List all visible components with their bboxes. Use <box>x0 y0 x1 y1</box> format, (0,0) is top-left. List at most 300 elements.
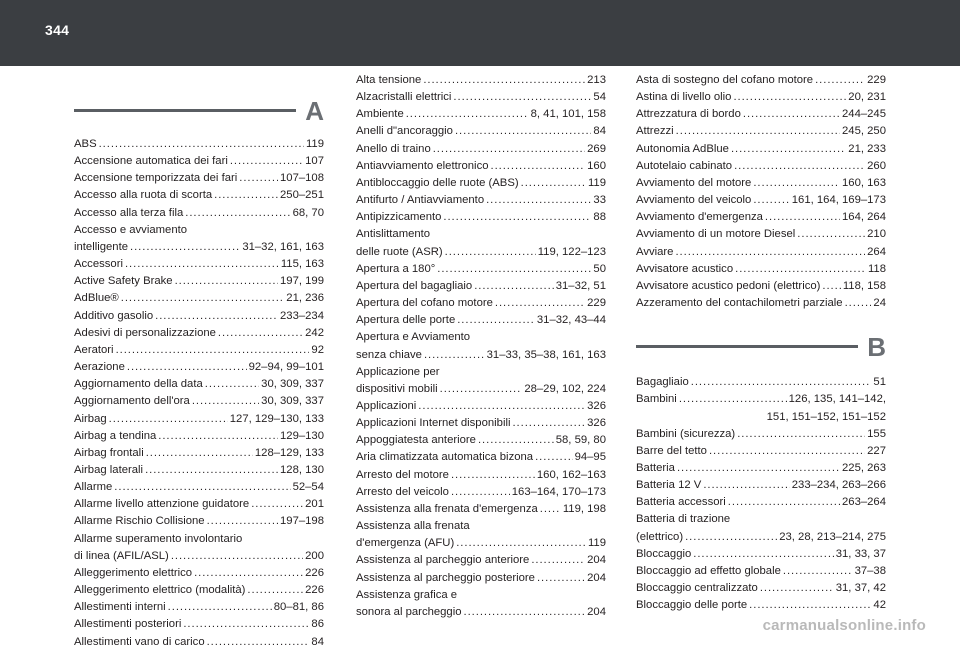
index-term: Adesivi di personalizzazione <box>74 326 216 339</box>
dot-leader <box>168 599 272 616</box>
index-term: senza chiave <box>356 348 422 361</box>
page-reference: 151, 151–152, 151–152 <box>766 410 886 423</box>
dot-leader <box>765 209 840 226</box>
page-reference: 52–54 <box>292 481 324 494</box>
section-b <box>636 332 886 614</box>
dot-leader <box>158 428 278 445</box>
index-entry <box>356 398 606 415</box>
index-term: Batteria accessori <box>636 496 726 509</box>
index-term: Avviare <box>636 245 674 258</box>
page-reference: 229 <box>867 74 886 86</box>
index-entry <box>636 580 886 597</box>
page-reference: 227 <box>867 444 886 457</box>
dot-leader <box>733 89 846 106</box>
page-reference: 233–234 <box>280 309 324 322</box>
page-reference: 31–33, 35–38, 161, 163 <box>486 348 606 361</box>
index-entry <box>356 415 606 432</box>
dot-leader <box>685 529 777 546</box>
index-term: Batteria <box>636 461 675 474</box>
page-reference: 92 <box>311 343 324 356</box>
index-term: Arresto del motore <box>356 468 449 481</box>
page-reference: 86 <box>311 618 324 631</box>
dot-leader <box>175 273 278 290</box>
index-term: Aria climatizzata automatica bizona <box>356 451 534 464</box>
index-entry <box>636 295 886 312</box>
watermark-text: carmanualsonline.info <box>762 617 926 634</box>
index-entry <box>636 443 886 460</box>
index-term: di linea (AFIL/ASL) <box>74 549 169 562</box>
dot-leader <box>822 278 840 295</box>
dot-leader <box>116 342 310 359</box>
page-reference: 245, 250 <box>842 125 886 138</box>
page-reference: 33 <box>593 194 606 207</box>
index-entry <box>74 239 324 256</box>
index-term: Bambini (sicurezza) <box>636 427 736 440</box>
index-entry <box>356 209 606 226</box>
page-reference: 88 <box>593 211 606 224</box>
page-reference: 160, 163 <box>842 176 886 189</box>
index-entry <box>636 391 886 408</box>
index-term: Bloccaggio delle porte <box>636 599 748 612</box>
index-term: Attrezzi <box>636 125 674 138</box>
page-header-bar <box>0 0 960 66</box>
dot-leader <box>521 175 586 192</box>
index-term: Allarme Rischio Collisione <box>74 515 205 528</box>
index-entry <box>636 597 886 614</box>
page-reference: 51 <box>873 376 886 389</box>
index-entry <box>74 376 324 393</box>
index-entry <box>636 89 886 106</box>
index-entry <box>636 226 886 243</box>
index-entry <box>356 535 606 552</box>
index-entry <box>356 141 606 158</box>
index-entry-list <box>636 72 886 312</box>
page-reference: 129–130 <box>280 429 324 442</box>
index-entry <box>636 374 886 391</box>
index-term: Allestimenti posteriori <box>74 618 182 631</box>
page-reference: 225, 263 <box>842 461 886 474</box>
index-entry <box>74 393 324 410</box>
index-term: Accensione automatica dei fari <box>74 155 228 168</box>
dot-leader <box>218 325 303 342</box>
dot-leader <box>453 89 591 106</box>
section-divider <box>636 345 858 348</box>
index-entry <box>74 565 324 582</box>
index-entry <box>356 123 606 140</box>
index-entry <box>74 290 324 307</box>
index-term: Allestimenti vano di carico <box>74 635 205 648</box>
dot-leader <box>109 411 228 428</box>
dot-leader <box>728 494 840 511</box>
index-entry <box>74 256 324 273</box>
index-entry <box>636 244 886 261</box>
index-entry <box>356 347 606 364</box>
index-entry <box>74 205 324 222</box>
page-reference: 20, 231 <box>848 91 886 104</box>
dot-leader <box>440 381 523 398</box>
dot-leader <box>676 123 840 140</box>
dot-leader <box>783 563 853 580</box>
index-term: (elettrico) <box>636 530 684 543</box>
index-entry <box>356 175 606 192</box>
section-letter-b: B <box>867 332 886 363</box>
page-reference: 23, 28, 213–214, 275 <box>779 530 886 543</box>
index-entry <box>636 409 886 426</box>
page-reference: 30, 309, 337 <box>261 378 324 391</box>
page-reference: 30, 309, 337 <box>261 395 324 408</box>
page-reference: 42 <box>873 599 886 612</box>
index-entry <box>74 411 324 428</box>
page-reference: 84 <box>593 125 606 138</box>
index-term: Apertura e Avviamento <box>356 331 471 344</box>
dot-leader <box>114 479 290 496</box>
index-term: Assistenza al parcheggio anteriore <box>356 554 530 567</box>
index-entry <box>356 467 606 484</box>
index-term: dispositivi mobili <box>356 382 438 395</box>
index-term: Accesso e avviamento <box>74 223 188 236</box>
index-term: Avviamento del motore <box>636 176 752 189</box>
page-reference: 119, 122–123 <box>537 245 606 258</box>
index-term: Alzacristalli elettrici <box>356 91 452 104</box>
index-entry <box>74 599 324 616</box>
index-entry <box>356 552 606 569</box>
dot-leader <box>443 209 591 226</box>
dot-leader <box>130 239 240 256</box>
index-entry <box>356 484 606 501</box>
dot-leader <box>753 175 840 192</box>
index-entry <box>636 563 886 580</box>
page-reference: 68, 70 <box>292 206 324 219</box>
page-reference: 31–32, 51 <box>555 279 606 292</box>
page-reference: 226 <box>305 584 324 597</box>
index-term: Batteria di trazione <box>636 513 731 526</box>
dot-leader <box>423 72 585 89</box>
index-term: Astina di livello olio <box>636 91 732 104</box>
index-term: Aeratori <box>74 343 114 356</box>
dot-leader <box>205 376 259 393</box>
index-term: Bambini <box>636 393 677 406</box>
index-term: Assistenza alla frenata <box>356 520 470 533</box>
index-entry <box>636 460 886 477</box>
page-reference: 8, 41, 101, 158 <box>530 108 606 121</box>
index-entry <box>356 278 606 295</box>
page-reference: 161, 164, 169–173 <box>791 194 886 207</box>
page-reference: 115, 163 <box>280 258 324 271</box>
dot-leader <box>99 136 304 153</box>
index-entry <box>74 342 324 359</box>
dot-leader <box>531 552 585 569</box>
page-reference: 269 <box>587 142 606 155</box>
dot-leader <box>214 187 278 204</box>
dot-leader <box>478 432 554 449</box>
page-reference: 119 <box>587 176 606 189</box>
dot-leader <box>495 295 585 312</box>
page-reference: 210 <box>867 228 886 241</box>
index-term: Apertura a 180° <box>356 262 436 275</box>
index-entry <box>636 477 886 494</box>
index-entry <box>356 501 606 518</box>
index-term: Asta di sostegno del cofano motore <box>636 74 814 86</box>
dot-leader <box>230 153 303 170</box>
index-term: Allestimenti interni <box>74 601 166 614</box>
dot-leader <box>192 393 259 410</box>
dot-leader <box>207 634 310 651</box>
page-reference: 21, 236 <box>286 292 324 305</box>
dot-leader <box>424 347 485 364</box>
index-entry <box>356 432 606 449</box>
index-term: Airbag laterali <box>74 463 144 476</box>
index-entry <box>74 308 324 325</box>
page-reference: 164, 264 <box>842 211 886 224</box>
index-term: Attrezzatura di bordo <box>636 108 741 121</box>
page-reference: 80–81, 86 <box>273 601 324 614</box>
index-term: Anello di traino <box>356 142 431 155</box>
index-term: Additivo gasolio <box>74 309 154 322</box>
page-reference: 107 <box>305 155 324 168</box>
dot-leader <box>512 415 585 432</box>
index-term: intelligente <box>74 240 129 253</box>
index-term: Apertura del cofano motore <box>356 297 493 310</box>
index-entry-list <box>356 72 606 621</box>
index-term: Antislittamento <box>356 228 431 241</box>
dot-leader <box>125 256 279 273</box>
page-reference: 118, 158 <box>842 279 886 292</box>
index-term: Antipizzicamento <box>356 211 442 224</box>
page-reference: 31–32, 161, 163 <box>242 240 324 253</box>
index-term: Applicazione per <box>356 365 440 378</box>
dot-leader <box>474 278 554 295</box>
dot-leader <box>185 205 290 222</box>
index-entry <box>356 158 606 175</box>
index-entry-list <box>74 136 324 651</box>
dot-leader <box>535 449 573 466</box>
dot-leader <box>451 484 510 501</box>
page-reference: 128, 130 <box>280 463 324 476</box>
page-reference: 21, 233 <box>848 142 886 155</box>
dot-leader <box>433 141 585 158</box>
index-term: Airbag frontali <box>74 446 144 459</box>
dot-leader <box>418 398 585 415</box>
index-term: Apertura del bagagliaio <box>356 279 473 292</box>
index-entry <box>636 175 886 192</box>
dot-leader <box>749 597 871 614</box>
dot-leader <box>753 192 789 209</box>
index-term: Avvisatore acustico <box>636 262 734 275</box>
index-entry <box>636 546 886 563</box>
index-term: Autotelaio cabinato <box>636 159 733 172</box>
dot-leader <box>693 546 833 563</box>
index-entry <box>74 187 324 204</box>
page-reference: 160, 162–163 <box>536 468 606 481</box>
index-term: Aerazione <box>74 361 125 374</box>
index-entry <box>356 604 606 621</box>
index-term: Allarme superamento involontario <box>74 532 243 545</box>
index-column-2 <box>356 72 606 621</box>
index-term: sonora al parcheggio <box>356 605 462 618</box>
index-term: Assistenza alla frenata d'emergenza <box>356 502 538 515</box>
index-term: delle ruote (ASR) <box>356 245 443 258</box>
index-term: Assistenza al parcheggio posteriore <box>356 571 535 584</box>
index-term: Assistenza grafica e <box>356 588 458 601</box>
index-entry <box>74 616 324 633</box>
index-term: d'emergenza (AFU) <box>356 537 455 550</box>
index-term: Autonomia AdBlue <box>636 142 729 155</box>
dot-leader <box>691 374 872 391</box>
index-term: Aggiornamento della data <box>74 378 203 391</box>
index-entry <box>74 496 324 513</box>
index-entry <box>636 529 886 546</box>
dot-leader <box>734 158 865 175</box>
index-entry <box>356 364 606 381</box>
index-entry <box>356 570 606 587</box>
index-term: Bagagliaio <box>636 376 689 389</box>
index-term: Alleggerimento elettrico <box>74 566 193 579</box>
page-reference: 94–95 <box>574 451 606 464</box>
dot-leader <box>406 106 529 123</box>
index-entry <box>636 261 886 278</box>
page-reference: 204 <box>587 554 606 567</box>
index-entry <box>356 329 606 346</box>
index-entry <box>74 170 324 187</box>
page-reference: 213 <box>587 74 606 86</box>
page-reference: 50 <box>593 262 606 275</box>
index-term: Batteria 12 V <box>636 479 702 492</box>
page-reference: 244–245 <box>842 108 886 121</box>
page-reference: 31–32, 43–44 <box>536 314 606 327</box>
page-reference: 155 <box>867 427 886 440</box>
page-reference: 84 <box>311 635 324 648</box>
page-reference: 204 <box>587 605 606 618</box>
index-term: Applicazioni Internet disponibili <box>356 417 511 430</box>
page-reference: 200 <box>305 549 324 562</box>
index-term: Accessori <box>74 258 123 271</box>
index-term: Arresto del veicolo <box>356 485 449 498</box>
index-term: Azzeramento del contachilometri parziale <box>636 297 843 310</box>
dot-leader <box>155 308 278 325</box>
dot-leader <box>194 565 303 582</box>
index-entry <box>636 141 886 158</box>
dot-leader <box>121 290 285 307</box>
index-term: Aggiornamento dell'ora <box>74 395 190 408</box>
page-reference: 201 <box>305 498 324 511</box>
index-term: Avviamento di un motore Diesel <box>636 228 796 241</box>
dot-leader <box>456 535 586 552</box>
page-reference: 119 <box>587 537 606 550</box>
index-entry <box>74 548 324 565</box>
dot-leader <box>737 426 865 443</box>
index-entry <box>356 295 606 312</box>
dot-leader <box>251 496 303 513</box>
index-entry <box>636 192 886 209</box>
index-term: Applicazioni <box>356 399 417 412</box>
dot-leader <box>735 261 866 278</box>
page-reference: 242 <box>305 326 324 339</box>
index-term: Barre del tetto <box>636 444 707 457</box>
page-reference: 119 <box>305 138 324 150</box>
page-reference: 127, 129–130, 133 <box>229 412 324 425</box>
index-entry <box>356 192 606 209</box>
dot-leader <box>207 513 278 530</box>
index-entry <box>74 634 324 651</box>
index-term: Avviamento del veicolo <box>636 194 752 207</box>
index-column-3 <box>636 72 886 614</box>
dot-leader <box>247 582 303 599</box>
dot-leader <box>760 580 834 597</box>
index-term: Ambiente <box>356 108 404 121</box>
dot-leader <box>183 616 309 633</box>
index-term: Anelli d"ancoraggio <box>356 125 453 138</box>
index-entry <box>356 226 606 243</box>
index-entry <box>74 445 324 462</box>
index-entry <box>74 222 324 239</box>
index-term: Antifurto / Antiavviamento <box>356 194 485 207</box>
index-entry <box>636 158 886 175</box>
page-reference: 263–264 <box>842 496 886 509</box>
index-term: Allarme <box>74 481 113 494</box>
page-reference: 37–38 <box>854 564 886 577</box>
page-reference: 31, 37, 42 <box>835 582 886 595</box>
index-term: Active Safety Brake <box>74 275 173 288</box>
index-term: Avviamento d'emergenza <box>636 211 763 224</box>
page-reference: 197–198 <box>280 515 324 528</box>
index-term: AdBlue® <box>74 292 119 305</box>
dot-leader <box>731 141 846 158</box>
index-entry <box>636 123 886 140</box>
page-reference: 31, 33, 37 <box>835 547 886 560</box>
page-reference: 326 <box>587 399 606 412</box>
index-column-1 <box>74 96 324 651</box>
index-term: Antibloccaggio delle ruote (ABS) <box>356 176 519 189</box>
index-entry <box>74 136 324 153</box>
index-term: Accesso alla ruota di scorta <box>74 189 213 202</box>
index-entry <box>74 513 324 530</box>
page-reference: 24 <box>873 297 886 310</box>
page-reference: 233–234, 263–266 <box>791 479 886 492</box>
index-entry <box>356 518 606 535</box>
index-term: Bloccaggio ad effetto globale <box>636 564 781 577</box>
dot-leader <box>679 391 787 408</box>
dot-leader <box>437 261 591 278</box>
page-reference: 118 <box>867 262 886 275</box>
index-entry <box>356 72 606 89</box>
index-entry <box>74 462 324 479</box>
index-entry <box>356 89 606 106</box>
page-reference: 260 <box>867 159 886 172</box>
page-reference: 126, 135, 141–142, <box>788 393 886 406</box>
index-term: Accensione temporizzata dei fari <box>74 172 238 185</box>
index-entry <box>636 278 886 295</box>
section-b-header <box>636 332 886 374</box>
dot-leader <box>709 443 865 460</box>
page-reference: 28–29, 102, 224 <box>524 382 606 395</box>
index-term: Avvisatore acustico pedoni (elettrico) <box>636 279 821 292</box>
dot-leader <box>675 244 865 261</box>
index-entry <box>356 381 606 398</box>
index-entry <box>74 273 324 290</box>
index-entry <box>74 479 324 496</box>
dot-leader <box>145 462 278 479</box>
index-entry <box>636 209 886 226</box>
index-term: Antiavviamento elettronico <box>356 159 489 172</box>
page-reference: 326 <box>587 417 606 430</box>
page-reference: 264 <box>867 245 886 258</box>
index-term: Bloccaggio centralizzato <box>636 582 758 595</box>
index-term: Apertura delle porte <box>356 314 456 327</box>
page-reference: 226 <box>305 566 324 579</box>
index-term: Airbag a tendina <box>74 429 157 442</box>
page-reference: 250–251 <box>280 189 324 202</box>
page-reference: 107–108 <box>280 172 324 185</box>
